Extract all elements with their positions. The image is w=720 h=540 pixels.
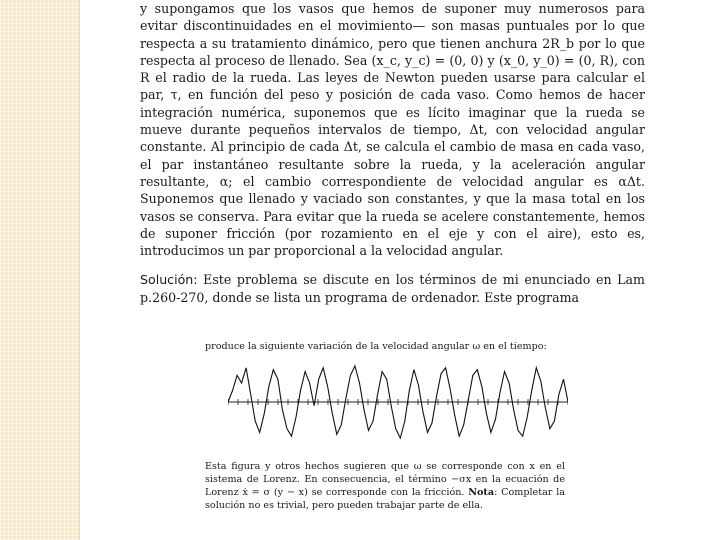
caption-note-label: Nota (468, 487, 495, 498)
caption-text-1: Esta figura y otros hechos sugieren que ω se corresponde con x en el sistema de Lorenz. En consecuencia, el término −σx en la ecuación de Lorenz ẋ = σ (y − x) se corresponde con la fricción. (205, 461, 565, 498)
solution-text: Este problema se discute en los términos de mi enunciado en Lam p.260-270, donde se lista un programa de ordenador. Este programa (140, 272, 645, 305)
main-paragraph: y supongamos que los vasos que hemos de suponer muy numerosos para evitar discontinuidades en el movimiento— son masas puntuales por lo que respecta a su tratamiento dinámico, pero que tienen anchura 2R_b por lo que respecta al proceso de llenado. Sea (x_c, y_c) = (0, 0) y (x_0, y_0) = (0, R), con R el radio de la rueda. Las leyes de Newton pueden usarse para calcular el par, τ, en función del peso y posición de cada vaso. Como hemos de hacer integración numérica, suponemos que es lícito imaginar que la rueda se mueve durante pequeños intervalos de tiempo, Δt, con velocidad angular constante. Al principio de cada Δt, se calcula el cambio de masa en cada vaso, el par instantáneo resultante sobre la rueda, y la aceleración angular resultante, α; el cambio correspondiente de velocidad angular es αΔt. Suponemos que llenado y vaciado son constantes, y que la masa total en los vasos se conserva. Para evitar que la rueda se acelere constantemente, hemos de suponer fricción (por rozamiento en el eje y con el aire), esto es, introducimos un par proporcional a la velocidad angular. (140, 1, 645, 259)
figure-intro: produce la siguiente variación de la velocidad angular ω en el tiempo: (205, 341, 547, 352)
figure-caption (205, 460, 565, 512)
document-body (140, 0, 645, 306)
caption-text-2: : Completar la solución no es trivial, pero pueden trabajar parte de ella. (205, 487, 565, 511)
solution-paragraph (140, 271, 645, 306)
decorative-pattern-strip (0, 0, 80, 540)
solution-label: Solución: (140, 272, 198, 288)
angular-velocity-plot (228, 358, 568, 446)
